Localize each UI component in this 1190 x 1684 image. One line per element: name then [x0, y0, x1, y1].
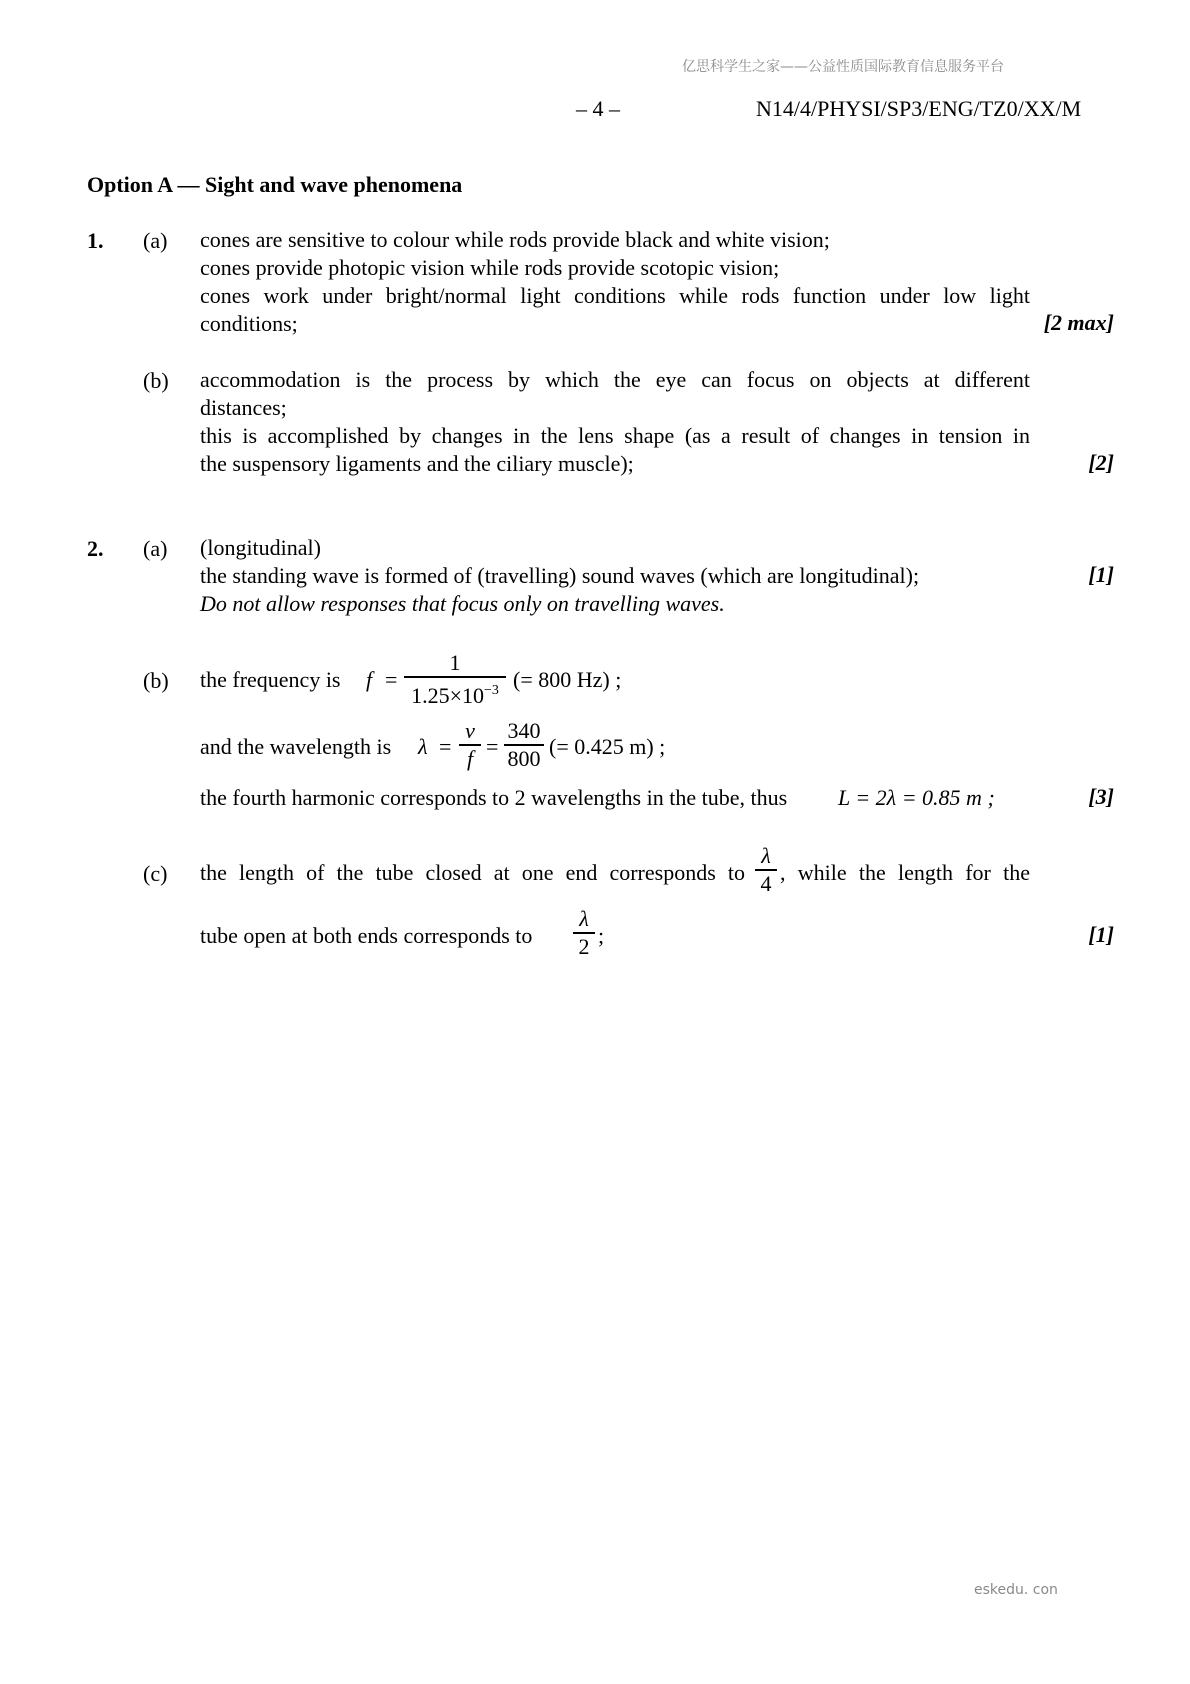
q2b-wavelength-prefix: and the wavelength is — [200, 734, 392, 759]
q2c-line-2-suffix: ; — [598, 923, 605, 948]
q1b-line-4: the suspensory ligaments and the ciliary muscle); — [200, 451, 634, 476]
question-2-number: 2. — [87, 536, 104, 561]
q2b-frequency-numerator: 1 — [449, 650, 461, 675]
q2b-v-over-f-fraction — [459, 718, 481, 772]
q2a-line-1: (longitudinal) — [200, 535, 321, 560]
q2b-marks: [3] — [1088, 784, 1114, 809]
q1a-label: (a) — [143, 228, 168, 253]
q1b-line-3: this is accomplished by changes in the lens shape (as a result of changes in tension in — [200, 423, 1030, 448]
q2b-v-numerator: v — [465, 718, 475, 743]
q2a-marks: [1] — [1088, 562, 1114, 587]
q2b-harmonic-text: the fourth harmonic corresponds to 2 wavelengths in the tube, thus — [200, 785, 788, 810]
q2c-line-2-prefix: tube open at both ends corresponds to — [200, 923, 533, 948]
q1b-marks: [2] — [1088, 450, 1114, 475]
paper-code: N14/4/PHYSI/SP3/ENG/TZ0/XX/M — [756, 96, 1082, 121]
q2c-denominator-4: 4 — [760, 870, 772, 896]
q1b-label: (b) — [143, 368, 169, 393]
q2b-frequency-denominator-base: 1.25×10 — [411, 682, 484, 708]
q2a-examiner-note: Do not allow responses that focus only on travelling waves. — [200, 591, 725, 616]
q2b-lambda-symbol: λ — [418, 734, 428, 759]
q2b-frequency-result: (= 800 Hz) ; — [513, 667, 622, 692]
q1a-marks: [2 max] — [1043, 310, 1114, 335]
q2b-340-numerator: 340 — [507, 718, 541, 743]
q2b-wavelength-equals-2: = — [486, 734, 499, 759]
watermark-bottom: eskedu. con — [974, 1582, 1058, 1598]
q2b-harmonic-equation: L = 2λ = 0.85 m ; — [838, 785, 995, 810]
q2a-line-2: the standing wave is formed of (travelling) sound waves (which are longitudinal); — [200, 563, 920, 588]
question-1-number: 1. — [87, 228, 104, 253]
q2b-wavelength-result: (= 0.425 m) ; — [549, 734, 666, 759]
q2b-wavelength-equals-1: = — [439, 734, 452, 759]
q2b-label: (b) — [143, 668, 169, 693]
q2c-lambda-numerator-1: λ — [761, 843, 771, 868]
q2b-frequency-exponent: −3 — [484, 682, 499, 698]
q1a-line-3: cones work under bright/normal light conditions while rods function under low light — [200, 283, 1030, 308]
q2c-line-1-suffix: , while the length for the — [780, 860, 1030, 885]
q2c-lambda-over-2-fraction — [573, 906, 595, 960]
q2b-340-over-800-fraction — [504, 718, 544, 772]
q2b-frequency-symbol: f — [366, 667, 373, 692]
q2c-lambda-numerator-2: λ — [579, 906, 589, 931]
q2b-800-denominator: 800 — [507, 745, 541, 771]
q2b-frequency-denominator — [404, 678, 506, 709]
q1b-line-2: distances; — [200, 395, 287, 420]
q2a-label: (a) — [143, 536, 168, 561]
q2c-lambda-over-4-fraction — [755, 843, 777, 897]
q1a-line-2: cones provide photopic vision while rods provide scotopic vision; — [200, 255, 780, 280]
q2b-frequency-fraction — [404, 650, 506, 709]
q2c-marks: [1] — [1088, 922, 1114, 947]
q1a-line-1: cones are sensitive to colour while rods provide black and white vision; — [200, 227, 830, 252]
section-title: Option A — Sight and wave phenomena — [87, 172, 463, 197]
q2c-line-1-prefix: the length of the tube closed at one end corresponds to — [200, 860, 745, 885]
page-number: – 4 – — [576, 96, 620, 121]
watermark-top: 亿思科学生之家——公益性质国际教育信息服务平台 — [682, 59, 1004, 75]
q2b-frequency-prefix: the frequency is — [200, 667, 341, 692]
q2b-f-denominator: f — [466, 745, 474, 771]
q1b-line-1: accommodation is the process by which the eye can focus on objects at different — [200, 367, 1030, 392]
q2c-denominator-2: 2 — [578, 933, 590, 959]
q2c-label: (c) — [143, 861, 168, 886]
q1a-line-4: conditions; — [200, 311, 298, 336]
q2b-frequency-equals: = — [385, 667, 398, 692]
